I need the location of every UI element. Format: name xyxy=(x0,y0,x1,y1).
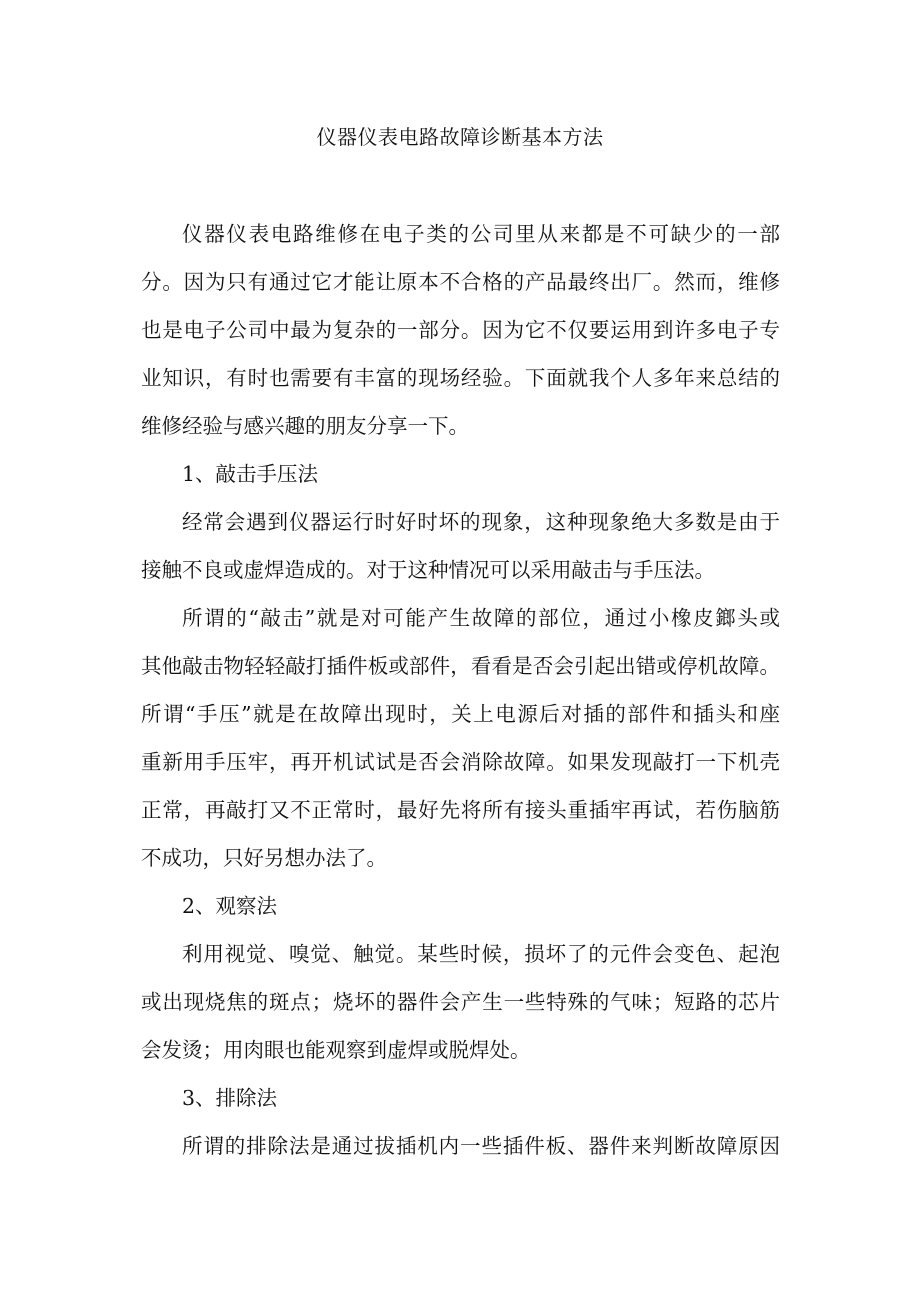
paragraph-line: 或出现烧焦的斑点；烧坏的器件会产生一些特殊的气味；短路的芯片 xyxy=(141,990,780,1014)
paragraph-line: 其他敲击物轻轻敲打插件板或部件，看看是否会引起出错或停机故障。 xyxy=(141,654,780,678)
paragraph-line: 分。因为只有通过它才能让原本不合格的产品最终出厂。然而，维修 xyxy=(141,270,780,294)
paragraph-line: 业知识，有时也需要有丰富的现场经验。下面就我个人多年来总结的 xyxy=(141,366,780,390)
paragraph-line: 维修经验与感兴趣的朋友分享一下。 xyxy=(141,414,469,438)
paragraph-line: 利用视觉、嗅觉、触觉。某些时候，损坏了的元件会变色、起泡 xyxy=(182,942,780,966)
paragraph-line: 正常，再敲打又不正常时，最好先将所有接头重插牢再试，若伤脑筋 xyxy=(141,798,780,822)
section-heading: 1、敲击手压法 xyxy=(182,462,319,486)
section-heading: 2、观察法 xyxy=(182,894,278,918)
paragraph-line: 所谓“手压”就是在故障出现时，关上电源后对插的部件和插头和座 xyxy=(141,702,780,726)
paragraph-line: 接触不良或虚焊造成的。对于这种情况可以采用敲击与手压法。 xyxy=(141,558,715,582)
paragraph-line: 会发烫；用肉眼也能观察到虚焊或脱焊处。 xyxy=(141,1038,531,1062)
section-heading: 3、排除法 xyxy=(182,1086,278,1110)
paragraph-line: 经常会遇到仪器运行时好时坏的现象，这种现象绝大多数是由于 xyxy=(182,510,780,534)
paragraph-line: 重新用手压牢，再开机试试是否会消除故障。如果发现敲打一下机壳 xyxy=(141,750,780,774)
paragraph-line: 不成功，只好另想办法了。 xyxy=(141,846,387,870)
paragraph-line: 仪器仪表电路维修在电子类的公司里从来都是不可缺少的一部 xyxy=(182,222,780,246)
paragraph-line: 所谓的排除法是通过拔插机内一些插件板、器件来判断故障原因 xyxy=(182,1134,780,1158)
paragraph-line: 也是电子公司中最为复杂的一部分。因为它不仅要运用到许多电子专 xyxy=(141,318,780,342)
paragraph-line: 所谓的“敲击”就是对可能产生故障的部位，通过小橡皮鎯头或 xyxy=(182,606,780,630)
document-title: 仪器仪表电路故障诊断基本方法 xyxy=(316,125,604,149)
